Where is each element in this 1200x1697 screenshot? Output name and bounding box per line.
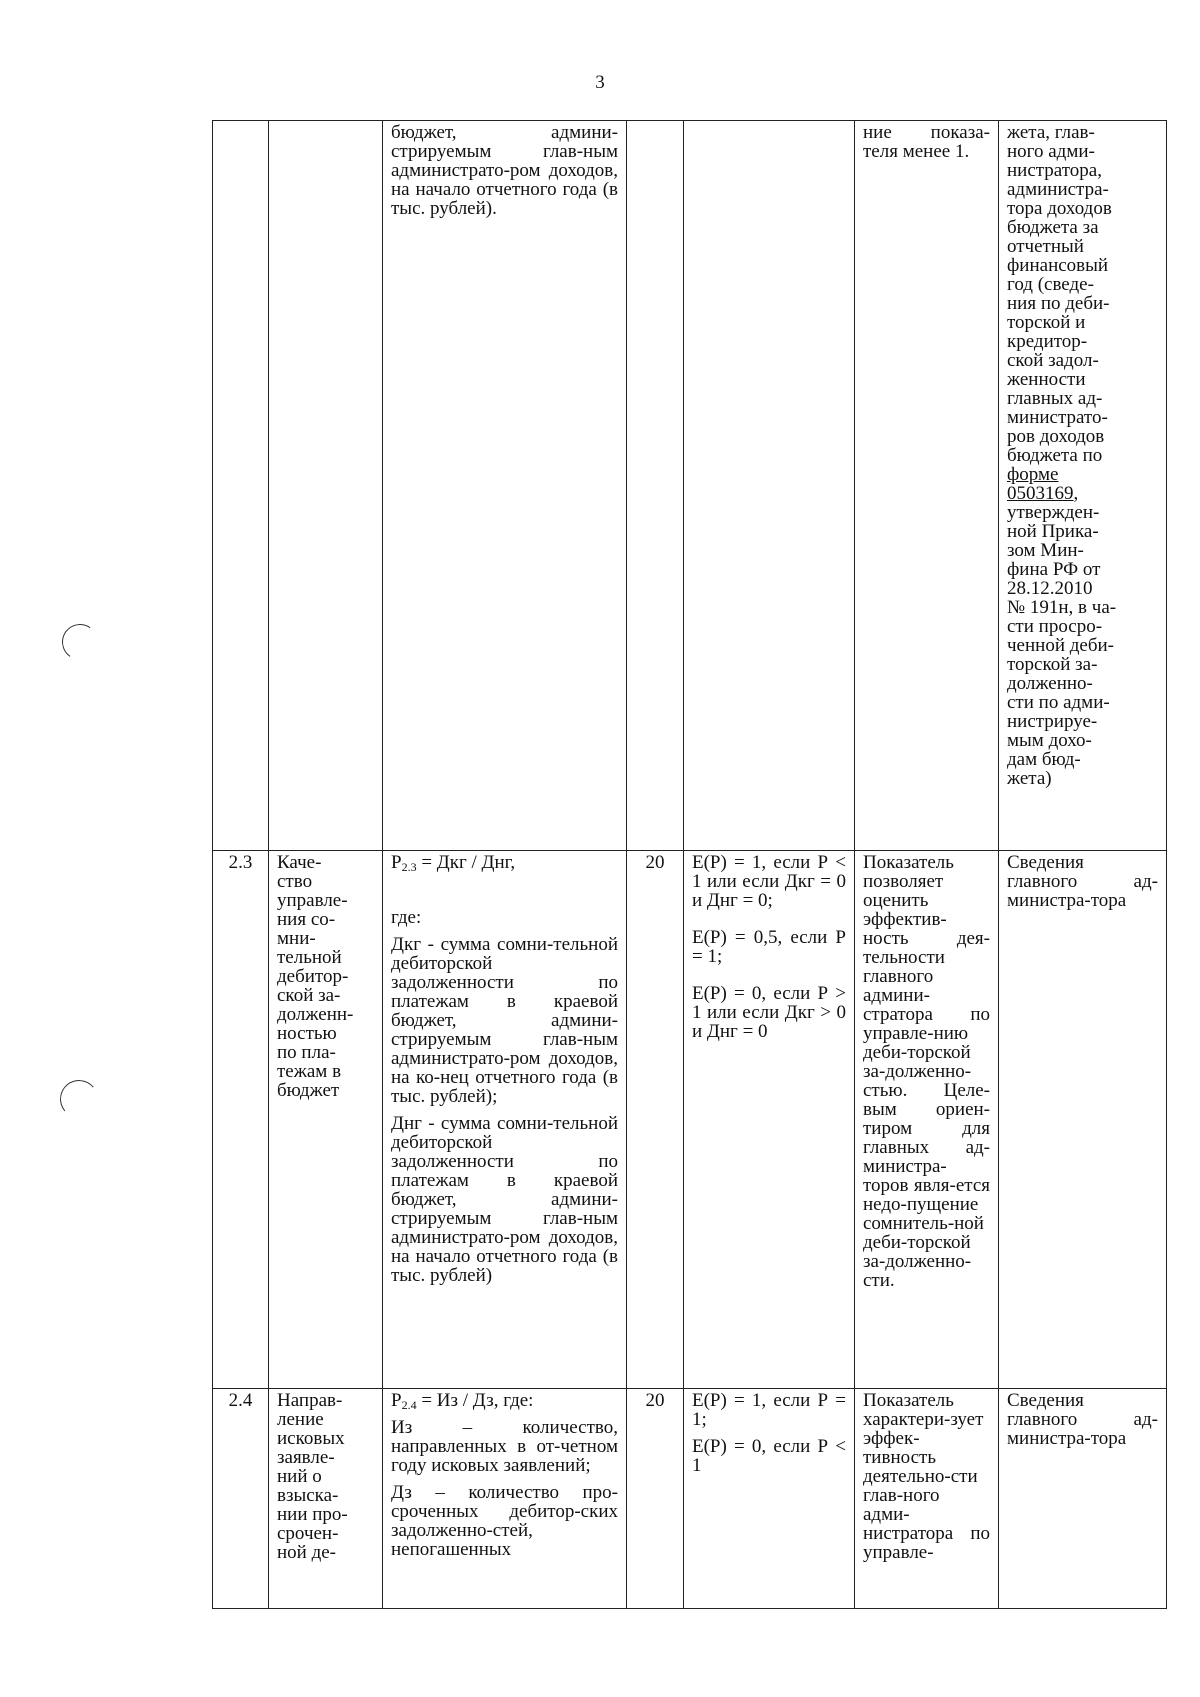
formula-definition: Днг - сумма сомни-тельной дебиторской задолженности по платежам в краевой бюджет, админи-стрируемым глав-ным администрато-ром доходов, на начало отчетного года (в тыс. рублей) (391, 1113, 618, 1286)
indicator-name: Направ- ление исковых заявле- ний о взыска- нии про- срочен- ной де- (269, 1389, 383, 1609)
source-tail-text: жета, глав- ного адми- нистратора, администра- тора доходов бюджета за отчетный финансовый год (сведе- ния по деби- торской и кредитор- ской задол- женности главных ад- министрато- ров доходов бюджета по форме 0503169, утвержден- ной Прика- зом Мин- фина РФ от 28.12.2010 № 191н, в ча- сти просро- ченной деби- торской за- долженно- сти по адми- нистрируе- мым дохо- дам бюд- жета) (1007, 123, 1158, 788)
criterion: Е(Р) = 1, если Р < 1 или если Дкг = 0 и Днг = 0; (692, 852, 846, 911)
source-cell: Сведения главного ад-министра-тора (999, 1389, 1167, 1609)
cell-name (269, 121, 383, 851)
table-row (213, 851, 1167, 1389)
criterion: Е(Р) = 0,5, если Р = 1; (692, 927, 846, 967)
formula-cell (383, 1389, 627, 1609)
formula-definition: Дз – количество про-сроченных дебитор-ских задолженно-стей, непогашенных (391, 1482, 618, 1560)
weight-value: 20 (627, 851, 684, 1389)
criterion-tail-text: ние показа-теля менее 1. (863, 122, 990, 162)
form-link[interactable]: форме (1007, 464, 1059, 485)
criterion: Е(Р) = 1, если Р = 1; (692, 1390, 846, 1430)
comment-cell: Показатель позволяет оценить эффектив-ность дея-тельности главного админи-стратора по управле-нию деби-торской за-долженно-стью. Целе-вым ориен-тиром для главных ад-министра-торов явля-ется недо-пущение сомнитель-ной деби-торской за-долженно-сти. (855, 851, 999, 1389)
cell-formula (383, 121, 627, 851)
criterion: Е(Р) = 0, если Р < 1 (692, 1436, 846, 1476)
cell-criteria (684, 121, 855, 851)
indicators-table (212, 120, 1167, 1609)
row-number: 2.4 (213, 1389, 269, 1609)
scan-punch-mark (58, 1078, 99, 1119)
criteria-cell (684, 851, 855, 1389)
form-link-number[interactable]: 0503169 (1007, 483, 1074, 504)
formula-cell (383, 851, 627, 1389)
page-number: 3 (595, 72, 605, 93)
cell-source (999, 121, 1167, 851)
comment-cell: Показатель характери-зует эффек-тивность деятельно-сти глав-ного адми-нистратора по управле- (855, 1389, 999, 1609)
formula-definition: Дкг - сумма сомни-тельной дебиторской задолженности по платежам в краевой бюджет, админи-стрируемым глав-ным администрато-ром доходов, на ко-нец отчетного года (в тыс. рублей); (391, 934, 618, 1107)
cell-comment (855, 121, 999, 851)
table-row (213, 1389, 1167, 1609)
formula-where: где: (391, 907, 422, 928)
scan-punch-mark (59, 621, 101, 663)
indicator-name: Каче- ство управле- ния со- мни- тельной дебитор- ской за- долженн- ностью по пла- тежам в бюджет (269, 851, 383, 1389)
source-cell: Сведения главного ад-министра-тора (999, 851, 1167, 1389)
formula-line: $Р_{2.3}$ = Дкг / Днг, (391, 852, 516, 874)
cell-weight (627, 121, 684, 851)
formula-line: $Р_{2.4}$ = Из / Дз, где: (391, 1390, 534, 1412)
criterion: Е(Р) = 0, если Р > 1 или если Дкг > 0 и Днг = 0 (692, 983, 846, 1042)
formula-definition: Из – количество, направленных в от-четном году исковых заявлений; (391, 1417, 618, 1476)
criteria-cell (684, 1389, 855, 1609)
formula-tail-text: бюджет, админи-стрируемым глав-ным администрато-ром доходов, на начало отчетного года (в тыс. рублей). (391, 122, 618, 219)
weight-value: 20 (627, 1389, 684, 1609)
continuation-row (213, 121, 1167, 851)
row-number: 2.3 (213, 851, 269, 1389)
cell-number (213, 121, 269, 851)
